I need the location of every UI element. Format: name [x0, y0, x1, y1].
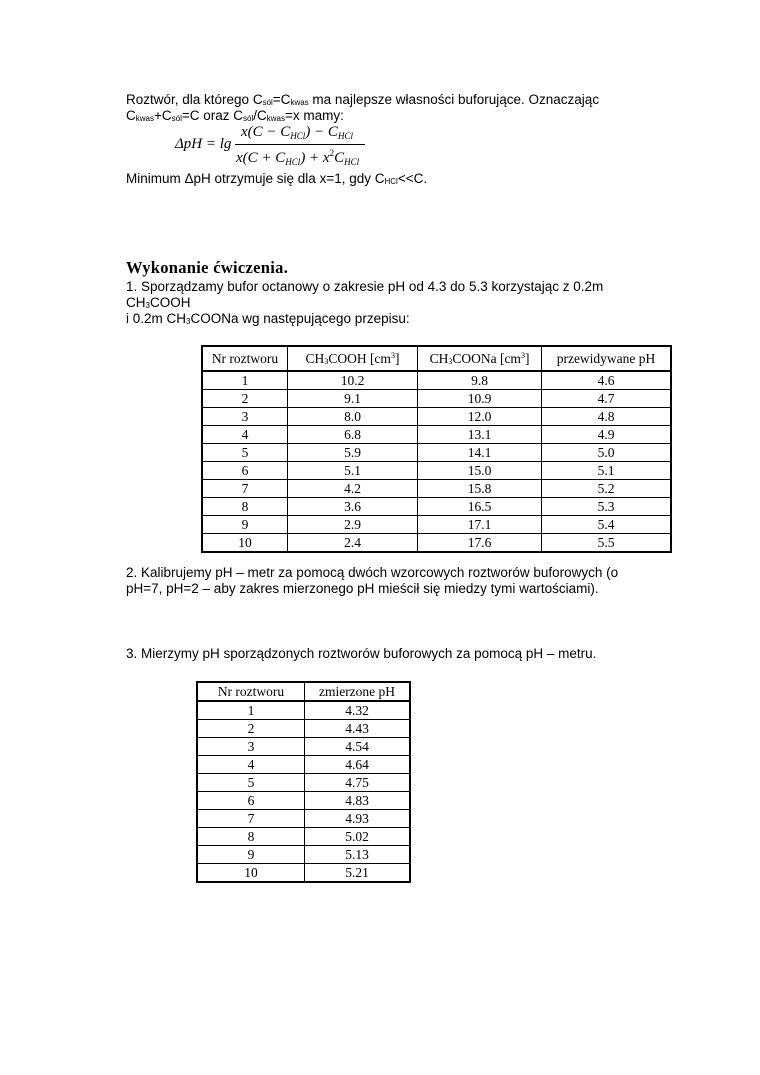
table-row [197, 864, 410, 883]
cell: 4.8 [542, 408, 672, 426]
cell: 5.4 [542, 516, 672, 534]
formula-denominator: $x(C + C_{HCl}) + x^2C_{HCl}$ [236, 148, 360, 167]
table-row [197, 810, 410, 828]
header-ch3cooh: CH3COOH $[cm^3]$ [288, 346, 418, 371]
cell: 2 [202, 390, 288, 408]
cell: 4.6 [542, 371, 672, 390]
cell: 10.2 [288, 371, 418, 390]
table-row [202, 480, 671, 498]
cell: 5.02 [305, 828, 411, 846]
cell: 6 [197, 792, 305, 810]
cell: 9 [202, 516, 288, 534]
cell: 4.43 [305, 720, 411, 738]
cell: 2.9 [288, 516, 418, 534]
cell: 3.6 [288, 498, 418, 516]
cell: 5.5 [542, 534, 672, 553]
step1-line-1: 1. Sporządzamy bufor octanowy o zakresie pH od 4.3 do 5.3 korzystając z 0.2m [126, 279, 604, 294]
cell: 4.7 [542, 390, 672, 408]
section-heading: Wykonanie ćwiczenia. [126, 258, 289, 277]
cell: 4.93 [305, 810, 411, 828]
cell: 12.0 [418, 408, 542, 426]
table-row [202, 390, 671, 408]
step2-line-1: 2. Kalibrujemy pH – metr za pomocą dwóch wzorcowych roztworów buforowych (o [126, 565, 619, 580]
cell: 6 [202, 462, 288, 480]
cell: 5 [197, 774, 305, 792]
cell: 10 [202, 534, 288, 553]
cell: 14.1 [418, 444, 542, 462]
header-nr: Nr roztworu [197, 682, 305, 701]
step1-line-3: i 0.2m CH3COONa wg następującego przepisu: [126, 311, 410, 326]
cell: 8 [197, 828, 305, 846]
cell: 5.0 [542, 444, 672, 462]
measured-ph-table [196, 681, 411, 883]
table-row [197, 774, 410, 792]
table-row [202, 408, 671, 426]
cell: 4.2 [288, 480, 418, 498]
cell: 5.2 [542, 480, 672, 498]
cell: 15.0 [418, 462, 542, 480]
cell: 9 [197, 846, 305, 864]
step2-line-2: pH=7, pH=2 – aby zakres mierzonego pH mieścił się miedzy tymi wartościami). [126, 581, 599, 596]
cell: 10 [197, 864, 305, 883]
minimum-line: Minimum ΔpH otrzymuje się dla x=1, gdy CHCl<<C. [126, 171, 428, 186]
cell: 17.1 [418, 516, 542, 534]
table-row [202, 516, 671, 534]
cell: 4.9 [542, 426, 672, 444]
step3-line: 3. Mierzymy pH sporządzonych roztworów buforowych za pomocą pH – metru. [126, 646, 597, 661]
table-row [197, 846, 410, 864]
cell: 7 [202, 480, 288, 498]
intro-line-2: Ckwas+Csól=C oraz Csól/Ckwas=x mamy: [126, 108, 344, 123]
cell: 7 [197, 810, 305, 828]
cell: 4.83 [305, 792, 411, 810]
header-ch3coona: CH3COONa $[cm^3]$ [418, 346, 542, 371]
cell: 10.9 [418, 390, 542, 408]
recipe-table [201, 345, 672, 553]
table-row [202, 534, 671, 553]
cell: 1 [197, 701, 305, 720]
cell: 13.1 [418, 426, 542, 444]
cell: 2 [197, 720, 305, 738]
cell: 15.8 [418, 480, 542, 498]
table-row [197, 828, 410, 846]
header-measured-ph: zmierzone pH [305, 682, 411, 701]
cell: 4.75 [305, 774, 411, 792]
cell: 5.3 [542, 498, 672, 516]
table-row [197, 720, 410, 738]
cell: 8 [202, 498, 288, 516]
cell: 4.32 [305, 701, 411, 720]
table-row [202, 444, 671, 462]
table-row [197, 756, 410, 774]
cell: 8.0 [288, 408, 418, 426]
table-header-row [197, 682, 410, 701]
cell: 5.1 [288, 462, 418, 480]
delta-ph-formula [175, 122, 395, 172]
cell: 5 [202, 444, 288, 462]
cell: 17.6 [418, 534, 542, 553]
cell: 6.8 [288, 426, 418, 444]
cell: 3 [197, 738, 305, 756]
cell: 1 [202, 371, 288, 390]
cell: 2.4 [288, 534, 418, 553]
cell: 5.9 [288, 444, 418, 462]
cell: 4 [202, 426, 288, 444]
cell: 5.1 [542, 462, 672, 480]
formula-lhs: ΔpH = lg [175, 136, 232, 152]
cell: 5.13 [305, 846, 411, 864]
table-row [202, 426, 671, 444]
cell: 9.1 [288, 390, 418, 408]
cell: 3 [202, 408, 288, 426]
header-predicted-ph: przewidywane pH [542, 346, 672, 371]
cell: 5.21 [305, 864, 411, 883]
header-nr: Nr roztworu [202, 346, 288, 371]
fraction-bar [235, 144, 365, 145]
table-row [202, 462, 671, 480]
formula-numerator: $x(C - C_{HCl}) - C_{HCl}$ [241, 124, 353, 141]
cell: 9.8 [418, 371, 542, 390]
step1-line-2: CH3COOH [126, 295, 191, 310]
table-row [197, 792, 410, 810]
table-row [202, 371, 671, 390]
table-row [197, 738, 410, 756]
intro-line-1: Roztwór, dla którego Csól=Ckwas ma najlepsze własności buforujące. Oznaczając [126, 92, 600, 107]
table-row [197, 701, 410, 720]
cell: 16.5 [418, 498, 542, 516]
cell: 4 [197, 756, 305, 774]
cell: 4.54 [305, 738, 411, 756]
cell: 4.64 [305, 756, 411, 774]
table-header-row [202, 346, 671, 371]
table-row [202, 498, 671, 516]
